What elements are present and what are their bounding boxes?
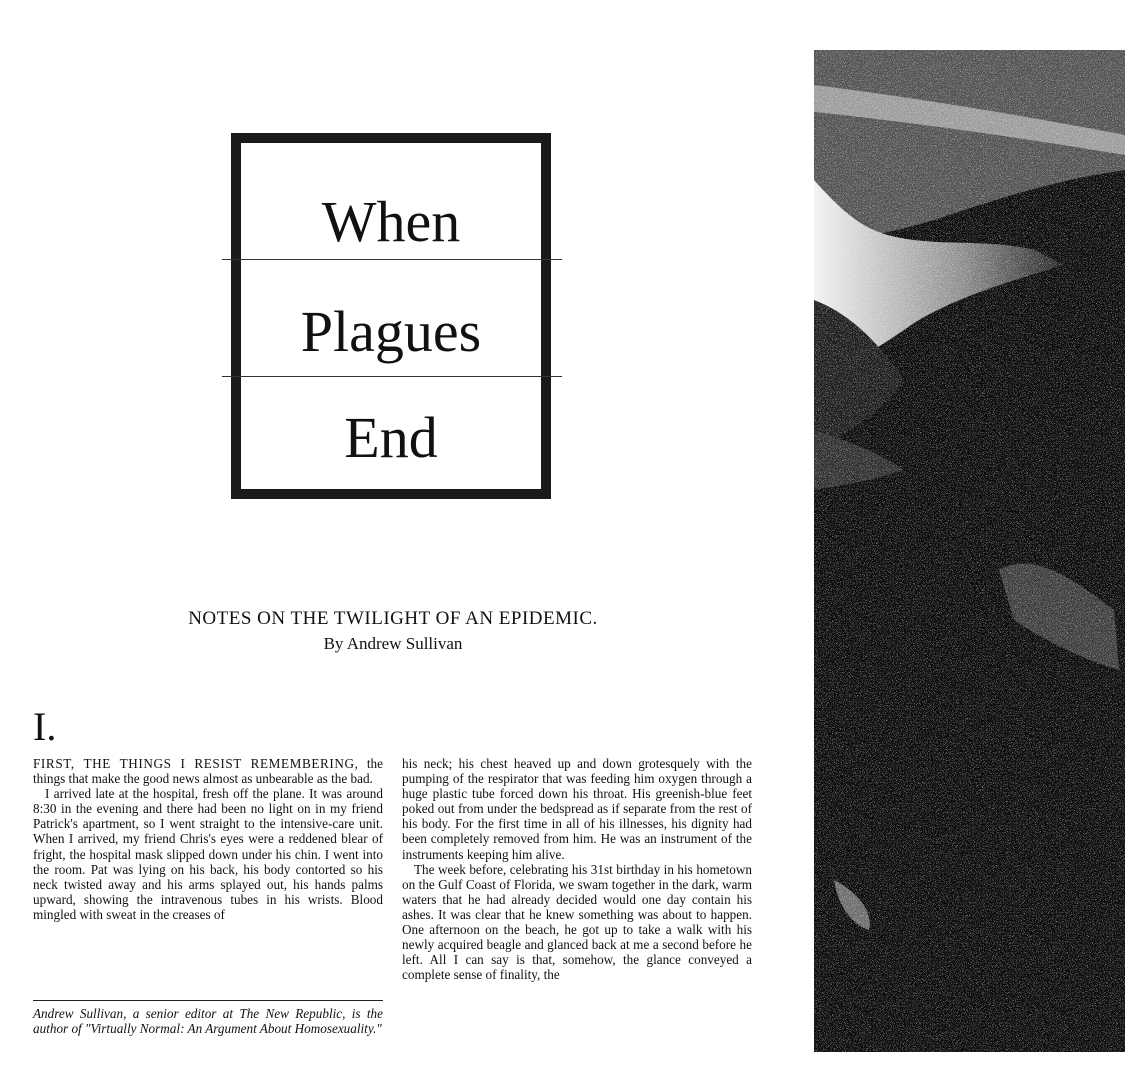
- section-number: I.: [33, 704, 57, 749]
- paragraph: [33, 756, 383, 786]
- paragraph: The week before, celebrating his 31st birthday in his hometown on the Gulf Coast of Florida, we swam together in the dark, warm waters that he had already decided would one day contain his ashes. It was clear that he knew something was about to happen. One afternoon on the beach, he got up to take a walk with his newly acquired beagle and glanced back at me a second before he left. All I can say is that, somehow, the glance conveyed a complete sense of finality, the: [402, 861, 752, 983]
- author-bio: Andrew Sullivan, a senior editor at The New Republic, is the author of "Virtually Normal: An Argument About Homosexuality.": [33, 1006, 383, 1037]
- title-box: [231, 133, 551, 499]
- footnote-rule: [33, 1000, 383, 1001]
- paragraph-text: the things that make the good news almost as unbearable as the bad.: [33, 756, 383, 787]
- title-line-3: End: [344, 405, 438, 470]
- title-line-1: When: [321, 189, 461, 254]
- paragraph: I arrived late at the hospital, fresh off the plane. It was around 8:30 in the evening and there had been no light on in my friend Patrick's apartment, so I went straight to the intensive-care unit. When I arrived, my friend Chris's eyes were a reddened blear of fright, the hospital mask slipped down under his chin. I went into the room. Pat was lying on his back, his body contorted so his neck twisted away and his arms splayed out, his hands palms upward, showing the intravenous tubes in his wrists. Blood mingled with sweat in the creases of: [33, 786, 383, 922]
- title-divider-top: [222, 259, 562, 260]
- paragraph: his neck; his chest heaved up and down grotesquely with the pumping of the respirator that was feeding him oxygen through a huge plastic tube forced down his throat. His greenish-blue feet poked out from under the bedspread as if separate from the rest of his body. For the first time in all of his illnesses, his dignity had been completely removed from him. He was an instrument of the instruments keeping him alive.: [402, 756, 752, 862]
- body-column-2: [402, 756, 752, 982]
- grainy-photo: [814, 50, 1125, 1052]
- lead-in: FIRST, THE THINGS I RESIST REMEMBERING,: [33, 756, 359, 771]
- title-line-2: Plagues: [300, 299, 482, 364]
- byline: By Andrew Sullivan: [323, 634, 463, 653]
- subtitle: NOTES ON THE TWILIGHT OF AN EPIDEMIC.: [188, 608, 598, 629]
- photo-image: [814, 50, 1125, 1052]
- body-column-1: [33, 756, 383, 922]
- title-divider-bottom: [222, 376, 562, 377]
